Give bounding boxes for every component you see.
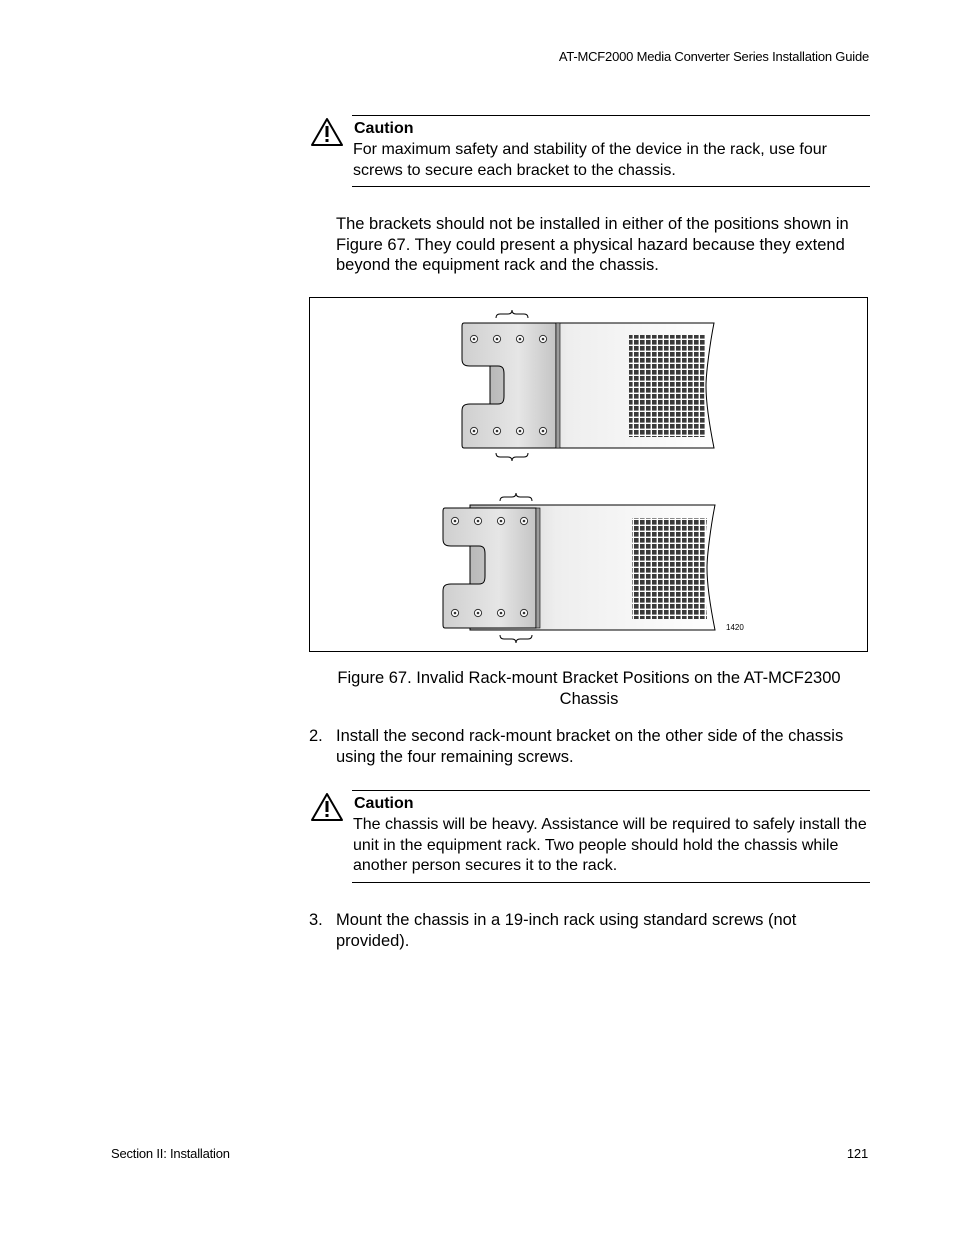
list-item xyxy=(309,726,869,767)
step-number: 3. xyxy=(309,911,323,929)
step-number: 2. xyxy=(309,727,323,745)
warning-icon xyxy=(310,117,344,147)
body-paragraph: The brackets should not be installed in either of the positions shown in Figure 67. They could present a physical hazard because they extend beyond the equipment rack and the chassis. xyxy=(336,215,849,274)
top-assembly xyxy=(462,310,714,461)
warning-icon xyxy=(310,792,344,822)
footer-section: Section II: Installation xyxy=(111,1146,230,1161)
step-text: Mount the chassis in a 19-inch rack using standard screws (not provided). xyxy=(336,911,797,950)
caution-title: Caution xyxy=(354,795,414,812)
caution-text: For maximum safety and stability of the device in the rack, use four screws to secure each bracket to the chassis. xyxy=(353,141,827,179)
figure-caption: Figure 67. Invalid Rack-mount Bracket Positions on the AT-MCF2300 Chassis xyxy=(337,669,841,708)
caution-box xyxy=(352,115,870,187)
caution-title: Caution xyxy=(354,120,414,137)
bottom-assembly xyxy=(443,493,715,643)
caution-box xyxy=(352,790,870,883)
running-header: AT-MCF2000 Media Converter Series Installation Guide xyxy=(558,49,869,64)
bracket-illustration xyxy=(310,298,867,651)
step-text: Install the second rack-mount bracket on the other side of the chassis using the four remaining screws. xyxy=(336,727,844,766)
caution-text: The chassis will be heavy. Assistance will be required to safely install the unit in the equipment rack. Two people should hold the chassis while another person secures it to the rack. xyxy=(353,816,867,874)
figure-id-label: 1420 xyxy=(726,623,744,632)
page-number: 121 xyxy=(846,1146,868,1161)
list-item xyxy=(309,910,869,951)
figure-frame xyxy=(309,297,868,652)
